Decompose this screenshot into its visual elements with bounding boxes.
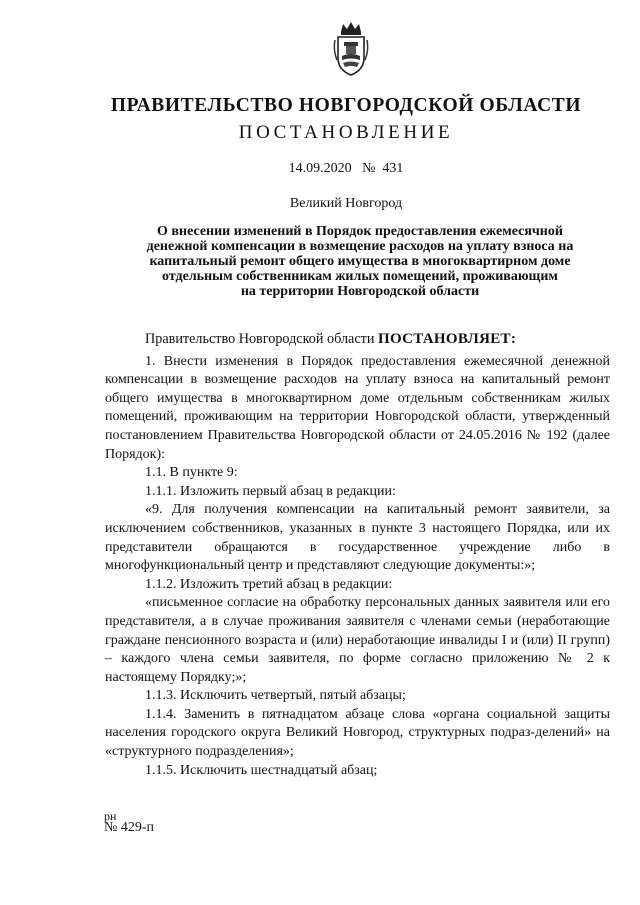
coat-of-arms-emblem: [333, 20, 369, 78]
heading-line: денежной компенсации в возмещение расходов на уплату взноса на: [146, 239, 574, 254]
paragraph-1-1-3: 1.1.3. Исключить четвертый, пятый абзацы;: [145, 688, 406, 704]
decree-word: ПОСТАНОВЛЯЕТ:: [377, 331, 517, 347]
document-heading: [130, 224, 590, 299]
heading-line: отдельным собственникам жилых помещений, проживающим: [162, 269, 558, 284]
city: Великий Новгород: [289, 196, 403, 211]
document-type: ПОСТАНОВЛЕНИЕ: [238, 122, 454, 143]
footer-initials: рн: [104, 809, 117, 823]
decree-statement: [105, 330, 610, 349]
government-title: ПРАВИТЕЛЬСТВО НОВГОРОДСКОЙ ОБЛАСТИ: [110, 95, 582, 116]
paragraph-1-1-5: 1.1.5. Исключить шестнадцатый абзац;: [145, 762, 378, 778]
heading-line: О внесении изменений в Порядок предоставления ежемесячной: [157, 224, 563, 239]
quote-paragraph-1: «9. Для получения компенсации на капитальный ремонт заявители, за исключением собственников, указанных в пункте 3 настоящего Порядка, или их представители обращаются в государственное учреждение либо в многофункциональный центр и представляют следующие документы:»;: [105, 502, 610, 574]
heading-line: капитальный ремонт общего имущества в многоквартирном доме: [149, 254, 571, 269]
footer-number: № 429-п: [104, 820, 155, 835]
paragraph-1-1-4: 1.1.4. Заменить в пятнадцатом абзаце слова «органа социальной защиты населения городского округа Великий Новгород, структурных подраз-делений» на «структурного подразделения»;: [105, 706, 610, 760]
paragraph-1-1-1: 1.1.1. Изложить первый абзац в редакции:: [145, 483, 396, 499]
quote-paragraph-2: «письменное согласие на обработку персональных данных заявителя или его представителя, а в случае проживания заявителя с членами семьи (неработающие граждане пенсионного возраста и (или) неработающие инвалиды I и (или) II групп) – каждого члена семьи заявителя, по форме согласно приложению № 2 к настоящему Порядку;»;: [105, 595, 610, 685]
document-number: 431: [382, 161, 404, 176]
footer-note: [104, 810, 154, 834]
paragraph-1-1-2: 1.1.2. Изложить третий абзац в редакции:: [145, 576, 393, 592]
date-number-line: [26, 161, 640, 177]
document-body: [105, 330, 610, 780]
paragraph-1-1: 1.1. В пункте 9:: [145, 465, 238, 481]
document-date: 14.09.2020: [288, 161, 352, 176]
decree-prefix: Правительство Новгородской области: [145, 331, 375, 347]
number-sign: №: [362, 161, 376, 176]
paragraph-1: 1. Внести изменения в Порядок предоставления ежемесячной денежной компенсации в возмещение расходов на уплату взноса на капитальный ремонт общего имущества в многоквартирном доме отдельным собственникам жилых помещений, проживающим на территории Новгородской области, утвержденный постановлением Правительства Новгородской области от 24.05.2016 № 192 (далее Порядок):: [105, 353, 610, 462]
heading-line: на территории Новгородской области: [240, 284, 480, 299]
